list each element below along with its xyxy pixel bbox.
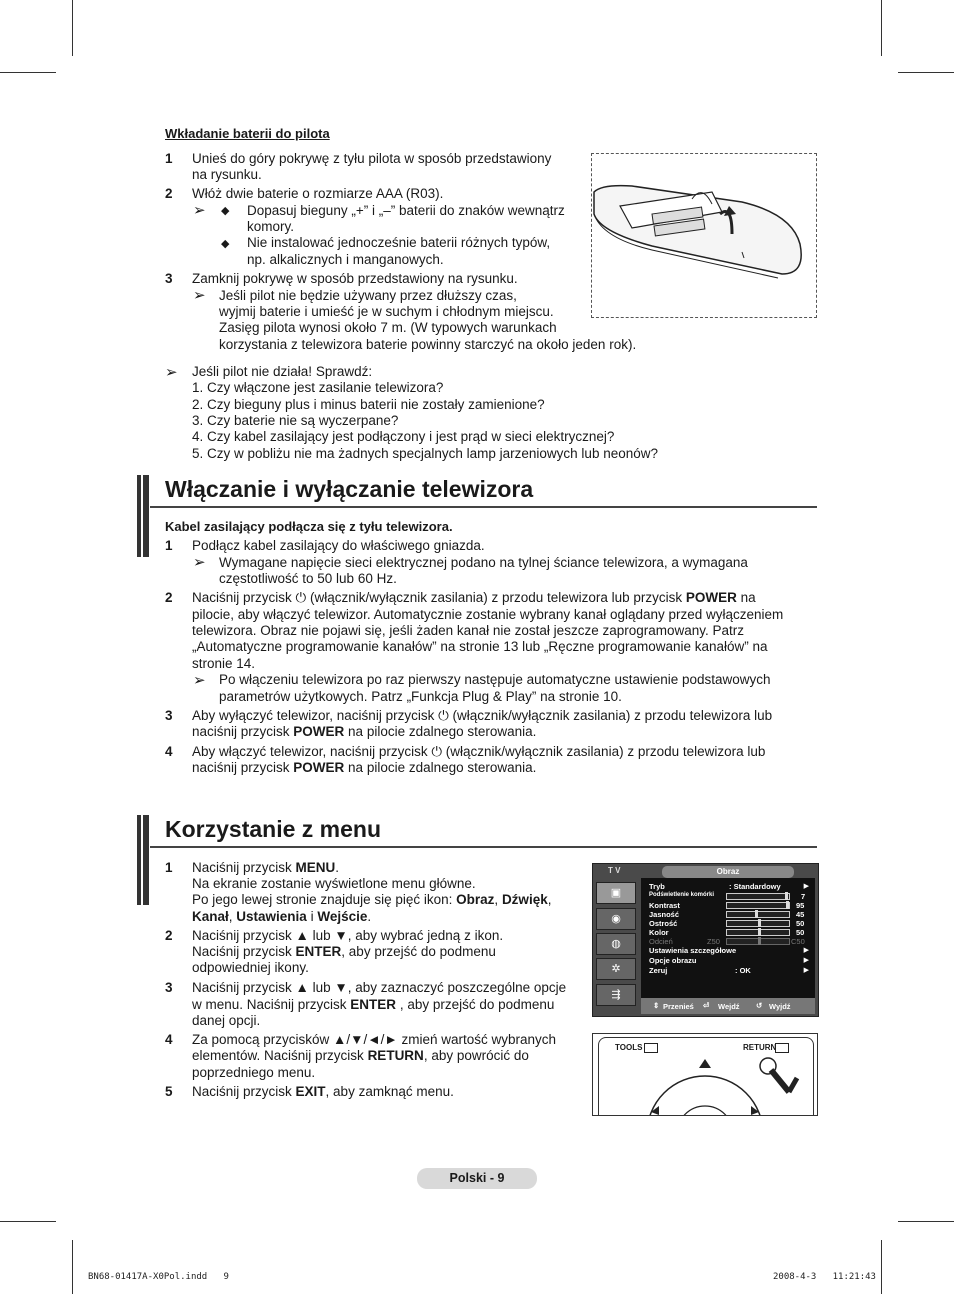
menu-row-label: Kontrast [649, 901, 680, 910]
enter-icon: ⏎ [703, 1001, 710, 1010]
setup-icon: ✲ [596, 958, 636, 980]
step-text: odpowiedniej ikony. [192, 960, 309, 975]
battery-title: Wkładanie baterii do pilota [165, 126, 330, 141]
level-bar [726, 893, 790, 900]
step-text: Kanał, Ustawienia i Wejście. [192, 909, 372, 924]
step-text: Naciśnij przycisk ▲ lub ▼, aby zaznaczyć poszczególne opcje [192, 980, 567, 995]
crop-mark [0, 1221, 56, 1222]
menu-row-value: 7 [801, 892, 806, 901]
menu-row-label: Podświetlenie komórki [649, 892, 715, 898]
step-text: Naciśnij przycisk EXIT, aby zamknąć menu. [192, 1084, 454, 1099]
heading-rule [150, 846, 817, 848]
bullet-diamond-icon: ◆ [221, 205, 230, 217]
step-number: 3 [165, 271, 173, 286]
move-icon: ⇕ [653, 1001, 660, 1010]
note-arrow-icon: ➢ [193, 202, 206, 219]
check-text: 1. Czy włączone jest zasilanie telewizora? [192, 380, 444, 395]
menu-row-label: Opcje obrazu [649, 956, 697, 965]
bullet-diamond-icon: ◆ [221, 238, 230, 250]
menu-row-value: C50 [791, 937, 805, 946]
step-text: telewizora. Obraz nie pojawi się, jeśli żaden kanał nie został jeszcze zaprogramowany. Patrz [192, 623, 745, 638]
remote-buttons-illustration [592, 1033, 818, 1116]
input-icon: ⇶ [596, 984, 636, 1006]
level-bar [726, 920, 790, 927]
section-heading: Włączanie i wyłączanie telewizora [165, 476, 534, 502]
crop-mark [898, 1221, 954, 1222]
step-text: Włóż dwie baterie o rozmiarze AAA (R03). [192, 186, 444, 201]
page-number-badge: Polski - 9 [417, 1168, 537, 1189]
menu-row-value: : Standardowy [729, 882, 781, 891]
menu-row-value: Z50 [707, 937, 720, 946]
level-bar [726, 902, 790, 909]
note-text: Jeśli pilot nie będzie używany przez dłuższy czas, [219, 288, 517, 303]
step-text: danej opcji. [192, 1013, 261, 1028]
bullet-text: np. alkalicznych i manganowych. [247, 252, 444, 267]
step-text: Zamknij pokrywę w sposób przedstawiony na rysunku. [192, 271, 518, 286]
note-text: Po włączeniu telewizora po raz pierwszy następuje automatyczne ustawienie podstawowych [219, 672, 771, 687]
step-text: w menu. Naciśnij przycisk ENTER , aby przejść do podmenu [192, 997, 555, 1012]
step-text: Naciśnij przycisk ⏻ (włącznik/wyłącznik zasilania) z przodu telewizora lub przycisk POWER na [192, 590, 756, 605]
tools-label: TOOLS [615, 1043, 643, 1052]
level-knob [755, 910, 758, 918]
submenu-arrow-icon: ▶ [803, 883, 809, 890]
level-knob [758, 937, 761, 945]
step-text: naciśnij przycisk POWER na pilocie zdalnego sterowania. [192, 724, 537, 739]
step-number: 1 [165, 151, 173, 166]
picture-icon: ▣ [596, 882, 636, 904]
level-knob [758, 919, 761, 927]
power-icon: ⏻ [295, 590, 307, 605]
step-number: 2 [165, 186, 173, 201]
print-footer-file: BN68-01417A-X0Pol.indd 9 [88, 1272, 229, 1282]
check-text: 2. Czy bieguny plus i minus baterii nie zostały zamienione? [192, 397, 545, 412]
step-text: Po jego lewej stronie znajduje się pięć ikon: Obraz, Dźwięk, [192, 892, 552, 907]
menu-tab: Obraz [662, 866, 794, 878]
level-knob [786, 901, 789, 909]
subheading: Kabel zasilający podłącza się z tyłu telewizora. [165, 519, 453, 534]
menu-row-label: Jasność [649, 910, 680, 919]
menu-row-value: 50 [796, 919, 805, 928]
note-text: Zasięg pilota wynosi około 7 m. (W typowych warunkach [219, 320, 557, 335]
section-bar [143, 475, 149, 557]
step-text: Aby wyłączyć telewizor, naciśnij przycisk ⏻ (włącznik/wyłącznik zasilania) z przodu telewizora lub [192, 708, 773, 723]
crop-mark [72, 0, 73, 56]
channel-icon: ◍ [596, 933, 636, 955]
print-footer-date: 2008-4-3 11:21:43 [773, 1272, 876, 1282]
crop-mark [0, 72, 56, 73]
step-text: poprzedniego menu. [192, 1065, 316, 1080]
check-text: 5. Czy w pobliżu nie ma żadnych specjalnych lamp jarzeniowych lub neonów? [192, 446, 658, 461]
menu-row-value: 95 [796, 901, 805, 910]
check-text: 4. Czy kabel zasilający jest podłączony i jest prąd w sieci elektrycznej? [192, 429, 615, 444]
menu-row-label: Ustawienia szczegółowe [649, 946, 737, 955]
bullet-text: Nie instalować jednocześnie baterii różnych typów, [247, 235, 551, 250]
level-bar [726, 929, 790, 936]
check-text: Jeśli pilot nie działa! Sprawdź: [192, 364, 373, 379]
note-text: wyjmij baterie i umieść je w suchym i chłodnym miejscu. [219, 304, 554, 319]
note-text: parametrów użytkowych. Patrz „Funkcja Plug & Play” na stronie 10. [219, 689, 622, 704]
sound-icon: ◉ [596, 908, 636, 930]
remote-battery-illustration [591, 153, 817, 318]
step-text: naciśnij przycisk POWER na pilocie zdalnego sterowania. [192, 760, 537, 775]
note-arrow-icon: ➢ [165, 364, 178, 381]
step-text: Aby włączyć telewizor, naciśnij przycisk ⏻ (włącznik/wyłącznik zasilania) z przodu telewizora lub [192, 744, 766, 759]
note-text: korzystania z telewizora baterie powinny starczyć na około jeden rok). [219, 337, 637, 352]
step-text: Naciśnij przycisk MENU. [192, 860, 340, 875]
bullet-text: komory. [247, 219, 295, 234]
step-text: Unieś do góry pokrywę z tyłu pilota w sposób przedstawiony [192, 151, 552, 166]
return-icon: ↺ [756, 1001, 763, 1010]
crop-mark [72, 1240, 73, 1294]
submenu-arrow-icon: ▶ [803, 947, 809, 954]
power-icon: ⏻ [438, 708, 449, 723]
crop-mark [881, 1240, 882, 1294]
step-text: elementów. Naciśnij przycisk RETURN, aby powrócić do [192, 1048, 529, 1063]
menu-row-value: : OK [735, 966, 751, 975]
step-number: 4 [165, 744, 173, 759]
section-bar [137, 475, 141, 557]
note-arrow-icon: ➢ [193, 287, 206, 304]
menu-row-label: Zeruj [649, 966, 668, 975]
step-number: 2 [165, 590, 173, 605]
level-bar [726, 911, 790, 918]
tv-label: T V [608, 866, 621, 875]
step-text: stronie 14. [192, 656, 256, 671]
crop-mark [881, 0, 882, 56]
power-icon: ⏻ [431, 744, 443, 759]
menu-row-label: Tryb [649, 882, 665, 891]
return-label: RETURN [743, 1043, 777, 1052]
note-arrow-icon: ➢ [193, 672, 206, 689]
step-text: Naciśnij przycisk ENTER, aby przejść do podmenu [192, 944, 496, 959]
step-number: 1 [165, 860, 173, 875]
menu-row-label: Kolor [649, 928, 669, 937]
note-text: Wymagane napięcie sieci elektrycznej podano na tylnej ściance telewizora, a wymagana [219, 555, 748, 570]
section-heading: Korzystanie z menu [165, 816, 381, 842]
step-text: pilocie, aby włączyć telewizor. Automatycznie zostanie wybrany kanał oglądany przed wyłączeniem [192, 607, 784, 622]
tv-menu-screenshot [592, 863, 819, 1017]
crop-mark [898, 72, 954, 73]
submenu-arrow-icon: ▶ [803, 957, 809, 964]
step-text: Za pomocą przycisków ▲/▼/◄/► zmień wartość wybranych [192, 1032, 557, 1047]
step-text: Na ekranie zostanie wyświetlone menu główne. [192, 876, 476, 891]
step-text: na rysunku. [192, 167, 262, 182]
menu-footer: ⇕ Przenieś ⏎ Wejdź ↺ Wyjdź [641, 998, 815, 1014]
bullet-text: Dopasuj bieguny „+” i „–” baterii do znaków wewnątrz [247, 203, 565, 218]
step-text: „Automatyczne programowanie kanałów” na stronie 13 lub „Ręczne programowanie kanałów” na [192, 639, 768, 654]
menu-row-label: Odcień [649, 937, 673, 946]
menu-row-value: 50 [796, 928, 805, 937]
check-text: 3. Czy baterie nie są wyczerpane? [192, 413, 399, 428]
menu-row-value: 45 [796, 910, 805, 919]
note-arrow-icon: ➢ [193, 554, 206, 571]
step-number: 3 [165, 708, 173, 723]
heading-rule [150, 506, 817, 508]
step-number: 2 [165, 928, 173, 943]
level-knob [758, 928, 761, 936]
step-number: 1 [165, 538, 173, 553]
level-bar [726, 938, 790, 945]
step-number: 3 [165, 980, 173, 995]
level-knob [785, 892, 788, 900]
step-text: Podłącz kabel zasilający do właściwego gniazda. [192, 538, 485, 553]
section-bar [137, 815, 141, 905]
menu-panel [641, 878, 815, 998]
menu-row-label: Ostrość [649, 919, 678, 928]
submenu-arrow-icon: ▶ [803, 967, 809, 974]
note-text: częstotliwość to 50 lub 60 Hz. [219, 571, 397, 586]
section-bar [143, 815, 149, 905]
step-number: 5 [165, 1084, 173, 1099]
step-number: 4 [165, 1032, 173, 1047]
step-text: Naciśnij przycisk ▲ lub ▼, aby wybrać jedną z ikon. [192, 928, 504, 943]
